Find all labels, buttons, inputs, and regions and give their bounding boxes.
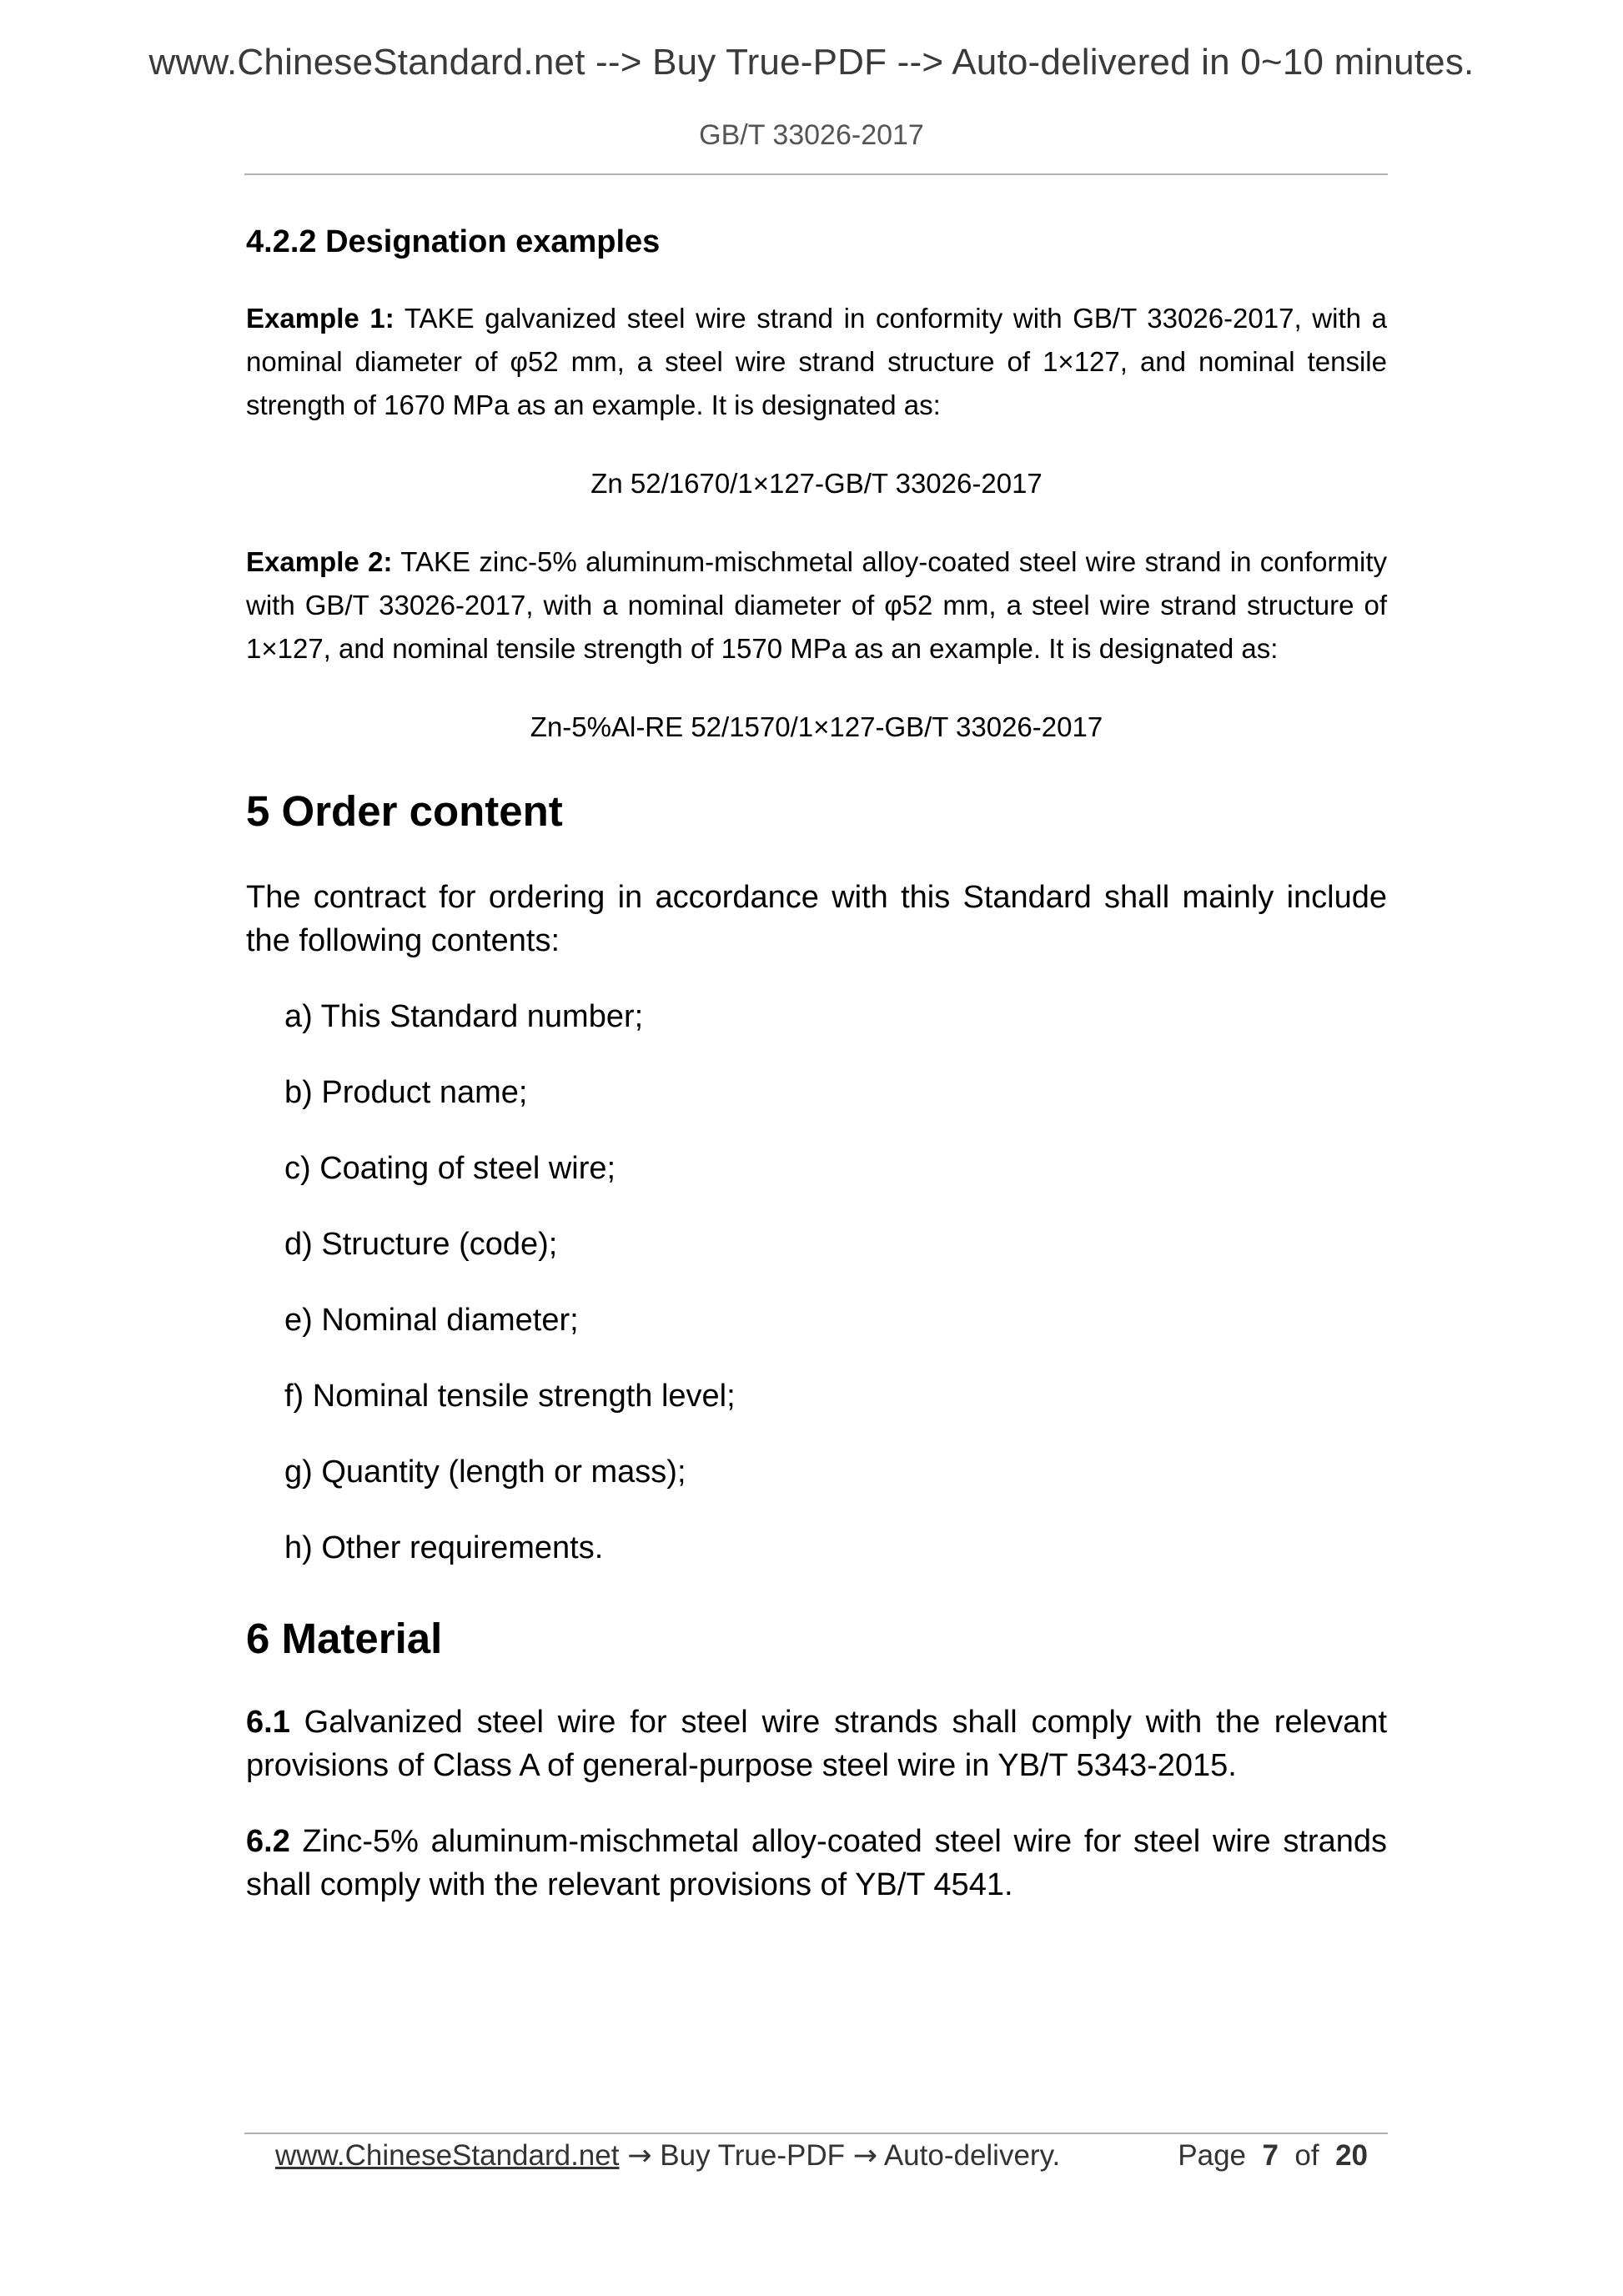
- list-item: f) Nominal tensile strength level;: [284, 1378, 736, 1414]
- clause-6-1-text: Galvanized steel wire for steel wire strands shall comply with the relevant provisions of Class A of general-purpose steel wire in YB/T 5343-2015.: [246, 1704, 1387, 1783]
- heading-5: 5 Order content: [246, 786, 563, 835]
- heading-6: 6 Material: [246, 1614, 443, 1662]
- page-footer: [275, 2135, 1368, 2177]
- site-banner: www.ChineseStandard.net --> Buy True-PDF --> Auto-delivered in 0~10 minutes.: [148, 42, 1475, 83]
- list-item: g) Quantity (length or mass);: [284, 1454, 686, 1490]
- clause-6-2-number: 6.2: [246, 1823, 290, 1859]
- page-number: 7: [1262, 2139, 1279, 2172]
- example-1-designation: Zn 52/1670/1×127-GB/T 33026-2017: [590, 467, 1043, 499]
- page-body: [246, 224, 1387, 1907]
- footer-auto-text: Auto-delivery.: [877, 2139, 1061, 2172]
- list-item: a) This Standard number;: [284, 998, 644, 1034]
- arrow-right-icon: →: [627, 2139, 652, 2173]
- clause-6-2-text: Zinc-5% aluminum-mischmetal alloy-coated steel wire for steel wire strands shall comply with the relevant provisions of YB/T 4541.: [246, 1823, 1387, 1902]
- footer-divider: [244, 2133, 1388, 2134]
- clause-6-2: [246, 1820, 1387, 1907]
- example-1-label: Example 1:: [246, 302, 394, 334]
- order-content-list: [246, 995, 1387, 1570]
- clause-6-1-number: 6.1: [246, 1704, 290, 1740]
- list-item: e) Nominal diameter;: [284, 1302, 579, 1338]
- footer-site-link[interactable]: www.ChineseStandard.net: [275, 2139, 620, 2172]
- example-1-text: TAKE galvanized steel wire strand in conformity with GB/T 33026-2017, with a nominal diameter of φ52 mm, a steel wire strand structure of 1×127, and nominal tensile strength of 1670 MPa as an example. It is designated as:: [246, 302, 1388, 420]
- example-2-text: TAKE zinc-5% aluminum-mischmetal alloy-coated steel wire strand in conformity with GB/T 33026-2017, with a nominal diameter of φ52 mm, a steel wire strand structure of 1×127, and nominal tensile strength of 1570 MPa as an example. It is designated as:: [246, 545, 1388, 664]
- clause-6-1: [246, 1701, 1387, 1787]
- list-item: c) Coating of steel wire;: [284, 1150, 616, 1186]
- example-2-label: Example 2:: [246, 545, 393, 577]
- document-id: GB/T 33026-2017: [699, 119, 924, 151]
- of-label: of: [1294, 2139, 1319, 2172]
- example-1: [246, 297, 1387, 427]
- page-indicator: [1178, 2135, 1368, 2177]
- header-divider: [244, 173, 1388, 175]
- example-2-designation: Zn-5%Al-RE 52/1570/1×127-GB/T 33026-2017: [530, 711, 1103, 742]
- list-item: d) Structure (code);: [284, 1226, 558, 1262]
- order-intro: The contract for ordering in accordance with this Standard shall mainly include the following contents:: [246, 879, 1387, 958]
- list-item: b) Product name;: [284, 1074, 528, 1110]
- heading-4-2-2: 4.2.2 Designation examples: [246, 224, 661, 259]
- footer-buy-text: Buy True-PDF: [651, 2139, 853, 2172]
- example-2: [246, 540, 1387, 671]
- arrow-right-icon: →: [852, 2139, 878, 2173]
- page-label: Page: [1178, 2139, 1247, 2172]
- list-item: h) Other requirements.: [284, 1530, 604, 1565]
- page-total: 20: [1335, 2139, 1368, 2172]
